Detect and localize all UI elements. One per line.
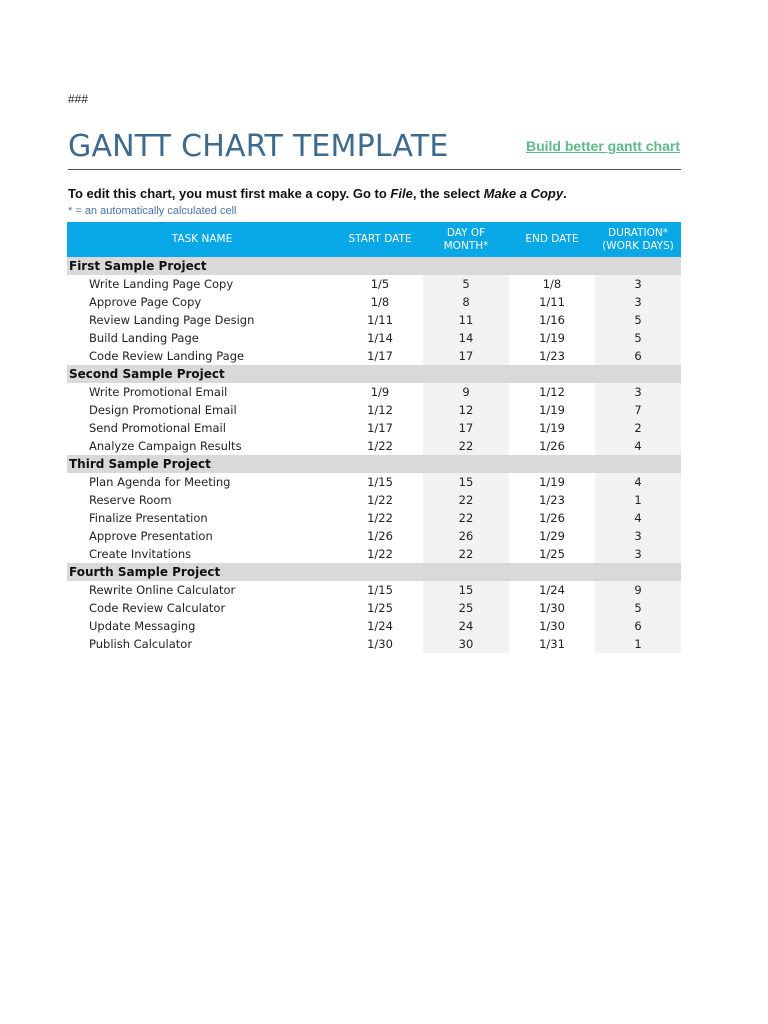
task-name-cell: Code Review Landing Page	[89, 349, 245, 363]
end-date-cell: 1/30	[539, 619, 565, 633]
task-row	[67, 491, 681, 509]
duration-cell: 2	[595, 419, 681, 437]
start-date-cell: 1/25	[367, 601, 393, 615]
start-date-cell: 1/24	[367, 619, 393, 633]
start-date-cell: 1/26	[367, 529, 393, 543]
start-date-cell: 1/12	[367, 403, 393, 417]
duration-cell: 7	[595, 401, 681, 419]
task-row	[67, 419, 681, 437]
project-name: Fourth Sample Project	[67, 563, 681, 581]
end-date-cell: 1/26	[539, 511, 565, 525]
start-date-cell: 1/22	[367, 439, 393, 453]
column-header-day-of-month: DAY OF MONTH*	[423, 222, 509, 257]
start-date-cell: 1/30	[367, 637, 393, 651]
build-gantt-link[interactable]: Build better gantt chart	[525, 138, 680, 154]
day-of-month-cell: 25	[423, 599, 509, 617]
duration-cell: 3	[595, 383, 681, 401]
task-row	[67, 599, 681, 617]
project-name: First Sample Project	[67, 257, 681, 275]
task-row	[67, 509, 681, 527]
instructions-copy-word: Make a Copy	[483, 186, 564, 201]
duration-cell: 6	[595, 347, 681, 365]
task-row	[67, 329, 681, 347]
end-date-cell: 1/31	[539, 637, 565, 651]
task-row	[67, 383, 681, 401]
instructions-file-word: File	[390, 186, 413, 201]
end-date-cell: 1/23	[539, 493, 565, 507]
day-of-month-cell: 22	[423, 437, 509, 455]
project-row	[67, 455, 681, 473]
task-row	[67, 581, 681, 599]
end-date-cell: 1/29	[539, 529, 565, 543]
start-date-cell: 1/14	[367, 331, 393, 345]
task-row	[67, 293, 681, 311]
start-date-cell: 1/17	[367, 421, 393, 435]
hash-mark: ###	[68, 92, 89, 106]
task-name-cell: Review Landing Page Design	[89, 313, 255, 327]
task-name-cell: Update Messaging	[89, 619, 196, 633]
duration-cell: 1	[595, 491, 681, 509]
start-date-cell: 1/22	[367, 511, 393, 525]
project-row	[67, 563, 681, 581]
task-name-cell: Write Promotional Email	[89, 385, 228, 399]
project-row	[67, 257, 681, 275]
task-name-cell: Approve Presentation	[89, 529, 213, 543]
day-of-month-cell: 8	[423, 293, 509, 311]
end-date-cell: 1/11	[539, 295, 565, 309]
duration-cell: 9	[595, 581, 681, 599]
duration-cell: 3	[595, 275, 681, 293]
day-of-month-cell: 26	[423, 527, 509, 545]
day-of-month-cell: 22	[423, 491, 509, 509]
task-row	[67, 635, 681, 653]
start-date-cell: 1/22	[367, 493, 393, 507]
task-name-cell: Analyze Campaign Results	[89, 439, 242, 453]
start-date-cell: 1/17	[367, 349, 393, 363]
task-name-cell: Code Review Calculator	[89, 601, 226, 615]
duration-cell: 3	[595, 527, 681, 545]
duration-cell: 5	[595, 329, 681, 347]
table-header-row	[67, 222, 681, 257]
day-of-month-cell: 22	[423, 545, 509, 563]
task-name-cell: Rewrite Online Calculator	[89, 583, 236, 597]
day-of-month-cell: 17	[423, 419, 509, 437]
start-date-cell: 1/15	[367, 583, 393, 597]
instructions-middle: , the select	[412, 186, 484, 201]
task-name-cell: Reserve Room	[89, 493, 172, 507]
end-date-cell: 1/16	[539, 313, 565, 327]
start-date-cell: 1/22	[367, 547, 393, 561]
end-date-cell: 1/19	[539, 421, 565, 435]
duration-cell: 4	[595, 473, 681, 491]
end-date-cell: 1/24	[539, 583, 565, 597]
end-date-cell: 1/19	[539, 331, 565, 345]
end-date-cell: 1/8	[542, 277, 562, 291]
table-body	[67, 257, 681, 653]
task-row	[67, 437, 681, 455]
day-of-month-cell: 5	[423, 275, 509, 293]
day-of-month-cell: 15	[423, 581, 509, 599]
end-date-cell: 1/19	[539, 475, 565, 489]
day-of-month-cell: 30	[423, 635, 509, 653]
task-name-cell: Write Landing Page Copy	[89, 277, 234, 291]
column-header-end-date: END DATE	[509, 222, 595, 257]
duration-cell: 4	[595, 509, 681, 527]
duration-cell: 3	[595, 545, 681, 563]
start-date-cell: 1/9	[370, 385, 390, 399]
duration-cell: 1	[595, 635, 681, 653]
end-date-cell: 1/30	[539, 601, 565, 615]
duration-cell: 5	[595, 599, 681, 617]
project-name: Second Sample Project	[67, 365, 681, 383]
instructions-prefix: To edit this chart, you must first make a copy. Go to	[68, 186, 391, 201]
page-title: GANTT CHART TEMPLATE	[68, 129, 449, 164]
task-row	[67, 527, 681, 545]
end-date-cell: 1/25	[539, 547, 565, 561]
day-of-month-cell: 22	[423, 509, 509, 527]
end-date-cell: 1/23	[539, 349, 565, 363]
column-header-start-date: START DATE	[337, 222, 423, 257]
instructions-suffix: .	[563, 186, 567, 201]
task-row	[67, 347, 681, 365]
gantt-table	[67, 222, 681, 653]
duration-cell: 6	[595, 617, 681, 635]
task-name-cell: Plan Agenda for Meeting	[89, 475, 231, 489]
task-row	[67, 275, 681, 293]
task-name-cell: Finalize Presentation	[89, 511, 208, 525]
task-name-cell: Create Invitations	[89, 547, 192, 561]
title-divider	[68, 169, 681, 170]
task-name-cell: Approve Page Copy	[89, 295, 202, 309]
task-name-cell: Build Landing Page	[89, 331, 199, 345]
column-header-task-name: TASK NAME	[67, 222, 337, 257]
duration-cell: 3	[595, 293, 681, 311]
duration-cell: 4	[595, 437, 681, 455]
column-header-duration: DURATION* (WORK DAYS)	[595, 222, 681, 257]
task-row	[67, 617, 681, 635]
calculated-cell-note: * = an automatically calculated cell	[68, 205, 237, 217]
end-date-cell: 1/12	[539, 385, 565, 399]
end-date-cell: 1/19	[539, 403, 565, 417]
edit-instructions	[68, 186, 567, 201]
task-row	[67, 545, 681, 563]
task-name-cell: Send Promotional Email	[89, 421, 226, 435]
start-date-cell: 1/15	[367, 475, 393, 489]
task-name-cell: Publish Calculator	[89, 637, 193, 651]
project-row	[67, 365, 681, 383]
start-date-cell: 1/5	[370, 277, 390, 291]
project-name: Third Sample Project	[67, 455, 681, 473]
task-row	[67, 401, 681, 419]
day-of-month-cell: 17	[423, 347, 509, 365]
task-name-cell: Design Promotional Email	[89, 403, 237, 417]
day-of-month-cell: 11	[423, 311, 509, 329]
day-of-month-cell: 9	[423, 383, 509, 401]
start-date-cell: 1/8	[370, 295, 390, 309]
day-of-month-cell: 24	[423, 617, 509, 635]
start-date-cell: 1/11	[367, 313, 393, 327]
end-date-cell: 1/26	[539, 439, 565, 453]
day-of-month-cell: 14	[423, 329, 509, 347]
task-row	[67, 473, 681, 491]
duration-cell: 5	[595, 311, 681, 329]
task-row	[67, 311, 681, 329]
day-of-month-cell: 15	[423, 473, 509, 491]
day-of-month-cell: 12	[423, 401, 509, 419]
